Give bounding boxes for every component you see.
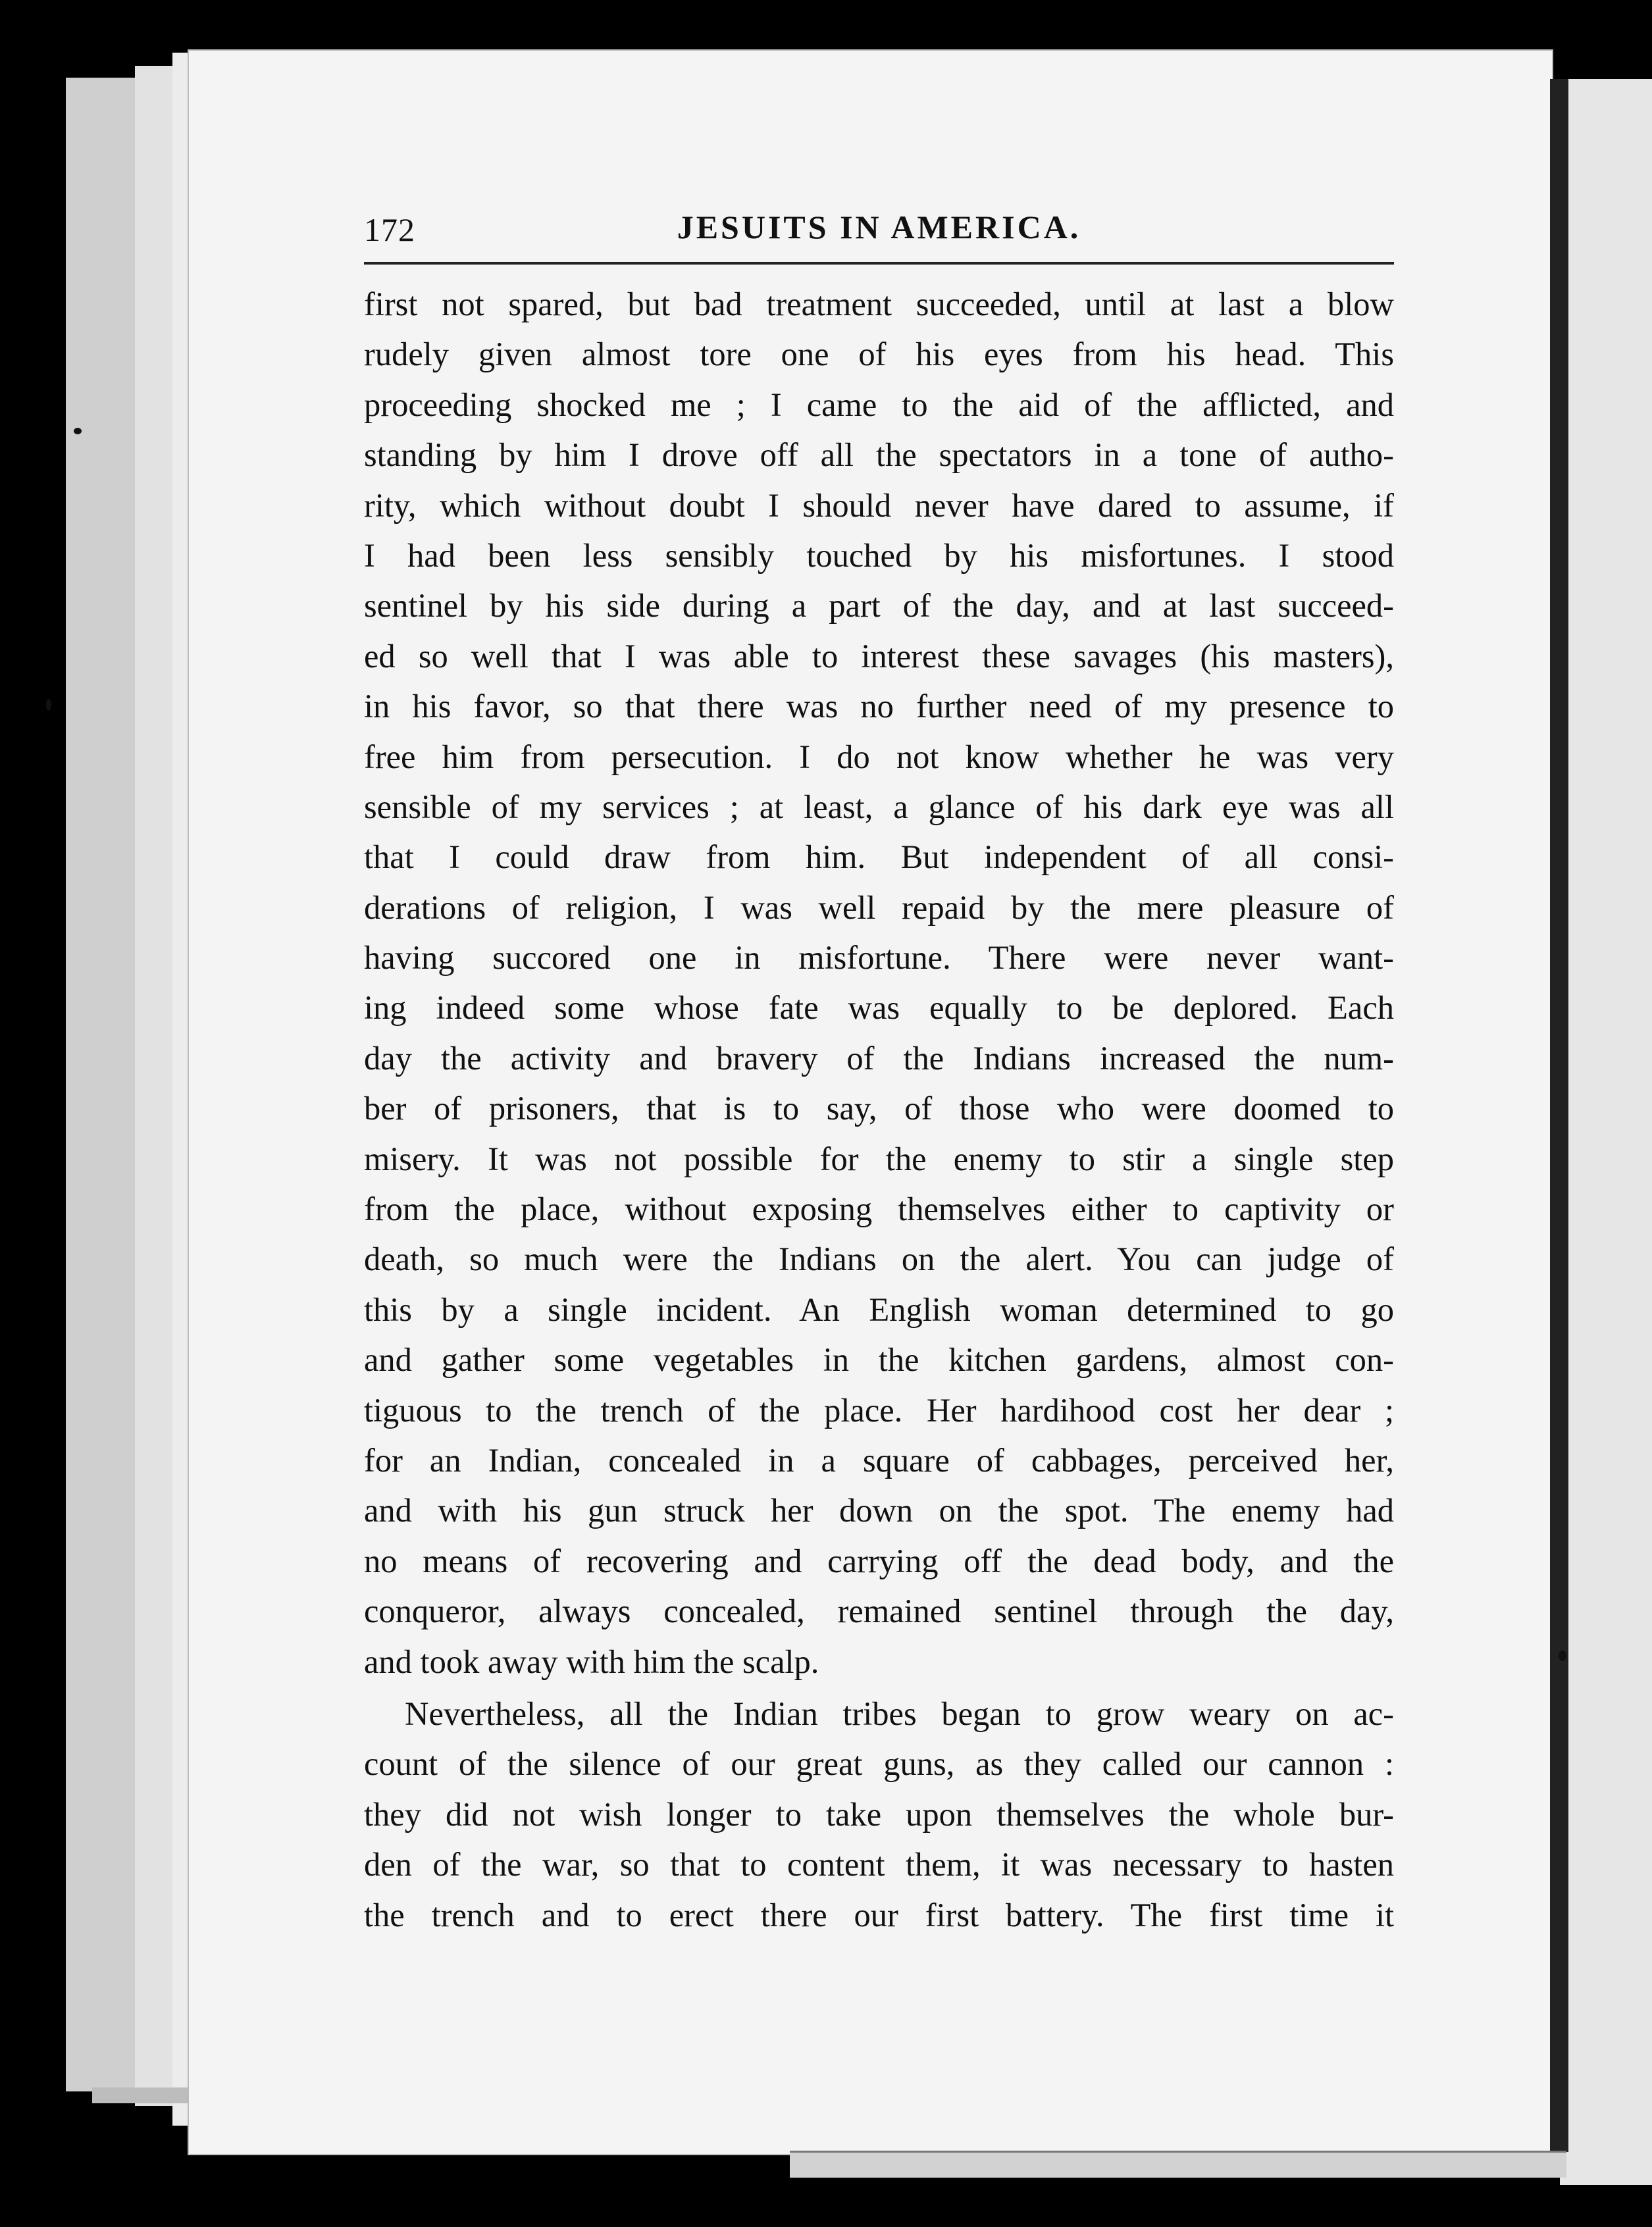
page-number: 172: [364, 211, 415, 248]
text-line: proceeding shocked me ; I came to the aid of the afflicted, and: [364, 386, 1394, 423]
text-line: sensible of my services ; at least, a glance of his dark eye was all: [364, 788, 1394, 825]
text-line: derations of religion, I was well repaid by the mere pleasure of: [364, 888, 1394, 926]
text-line: conqueror, always concealed, remained sentinel through the day,: [364, 1593, 1394, 1630]
page-header: [364, 204, 1394, 263]
text-line: no means of recovering and carrying off the dead body, and the: [364, 1542, 1394, 1579]
running-title: JESUITS IN AMERICA.: [677, 209, 1081, 245]
text-line: the trench and to erect there our first battery. The first time it: [364, 1896, 1394, 1933]
text-line: for an Indian, concealed in a square of cabbages, perceived her,: [364, 1441, 1394, 1479]
text-line: free him from persecution. I do not know whether he was very: [364, 738, 1394, 775]
text-line: they did not wish longer to take upon themselves the whole bur-: [364, 1795, 1394, 1833]
scan-speck: [74, 428, 82, 434]
text-line: sentinel by his side during a part of the day, and at last succeed-: [364, 587, 1394, 625]
body-text: [364, 279, 1394, 1940]
text-line: Nevertheless, all the Indian tribes began to grow weary on ac-: [405, 1695, 1394, 1732]
text-line: ed so well that I was able to interest these savages (his masters),: [364, 637, 1394, 675]
text-line: I had been less sensibly touched by his misfortunes. I stood: [364, 536, 1394, 574]
scan-speck: [1559, 1651, 1566, 1661]
page-bottom-edge: [790, 2151, 1566, 2178]
facing-page-edge: [1560, 79, 1652, 2185]
text-line: standing by him I drove off all the spectators in a tone of autho-: [364, 436, 1394, 474]
text-line: den of the war, so that to content them, it was necessary to hasten: [364, 1846, 1394, 1883]
text-line: this by a single incident. An English woman determined to go: [364, 1291, 1394, 1328]
paragraph: [364, 1689, 1394, 1940]
text-line: tiguous to the trench of the place. Her hardihood cost her dear ;: [364, 1391, 1394, 1429]
text-line: first not spared, but bad treatment succeeded, until at last a blow: [364, 286, 1394, 322]
text-line: in his favor, so that there was no further need of my presence to: [364, 688, 1394, 725]
text-line: day the activity and bravery of the Indians increased the num-: [364, 1039, 1394, 1077]
text-line: death, so much were the Indians on the alert. You can judge of: [364, 1241, 1394, 1278]
text-line: rity, which without doubt I should never have dared to assume, if: [364, 486, 1394, 524]
scan-speck: [46, 699, 51, 711]
text-line: misery. It was not possible for the enemy to stir a single step: [364, 1140, 1394, 1177]
text-line: and gather some vegetables in the kitchen gardens, almost con-: [364, 1341, 1394, 1379]
page-gutter-shadow: [1550, 79, 1568, 2152]
text-line: that I could draw from him. But independent of all consi-: [364, 838, 1394, 876]
text-line: and took away with him the scalp.: [364, 1643, 819, 1680]
text-line: from the place, without exposing themselves either to captivity or: [364, 1190, 1394, 1228]
text-line: and with his gun struck her down on the spot. The enemy had: [364, 1492, 1394, 1529]
text-line: rudely given almost tore one of his eyes from his head. This: [364, 336, 1394, 373]
text-line: ber of prisoners, that is to say, of those who were doomed to: [364, 1090, 1394, 1127]
text-line: having succored one in misfortune. There were never want-: [364, 939, 1394, 977]
text-line: ing indeed some whose fate was equally to be deplored. Each: [364, 989, 1394, 1027]
text-line: count of the silence of our great guns, as they called our cannon :: [364, 1745, 1394, 1783]
header-rule: [364, 262, 1394, 265]
paragraph: [364, 279, 1394, 1687]
